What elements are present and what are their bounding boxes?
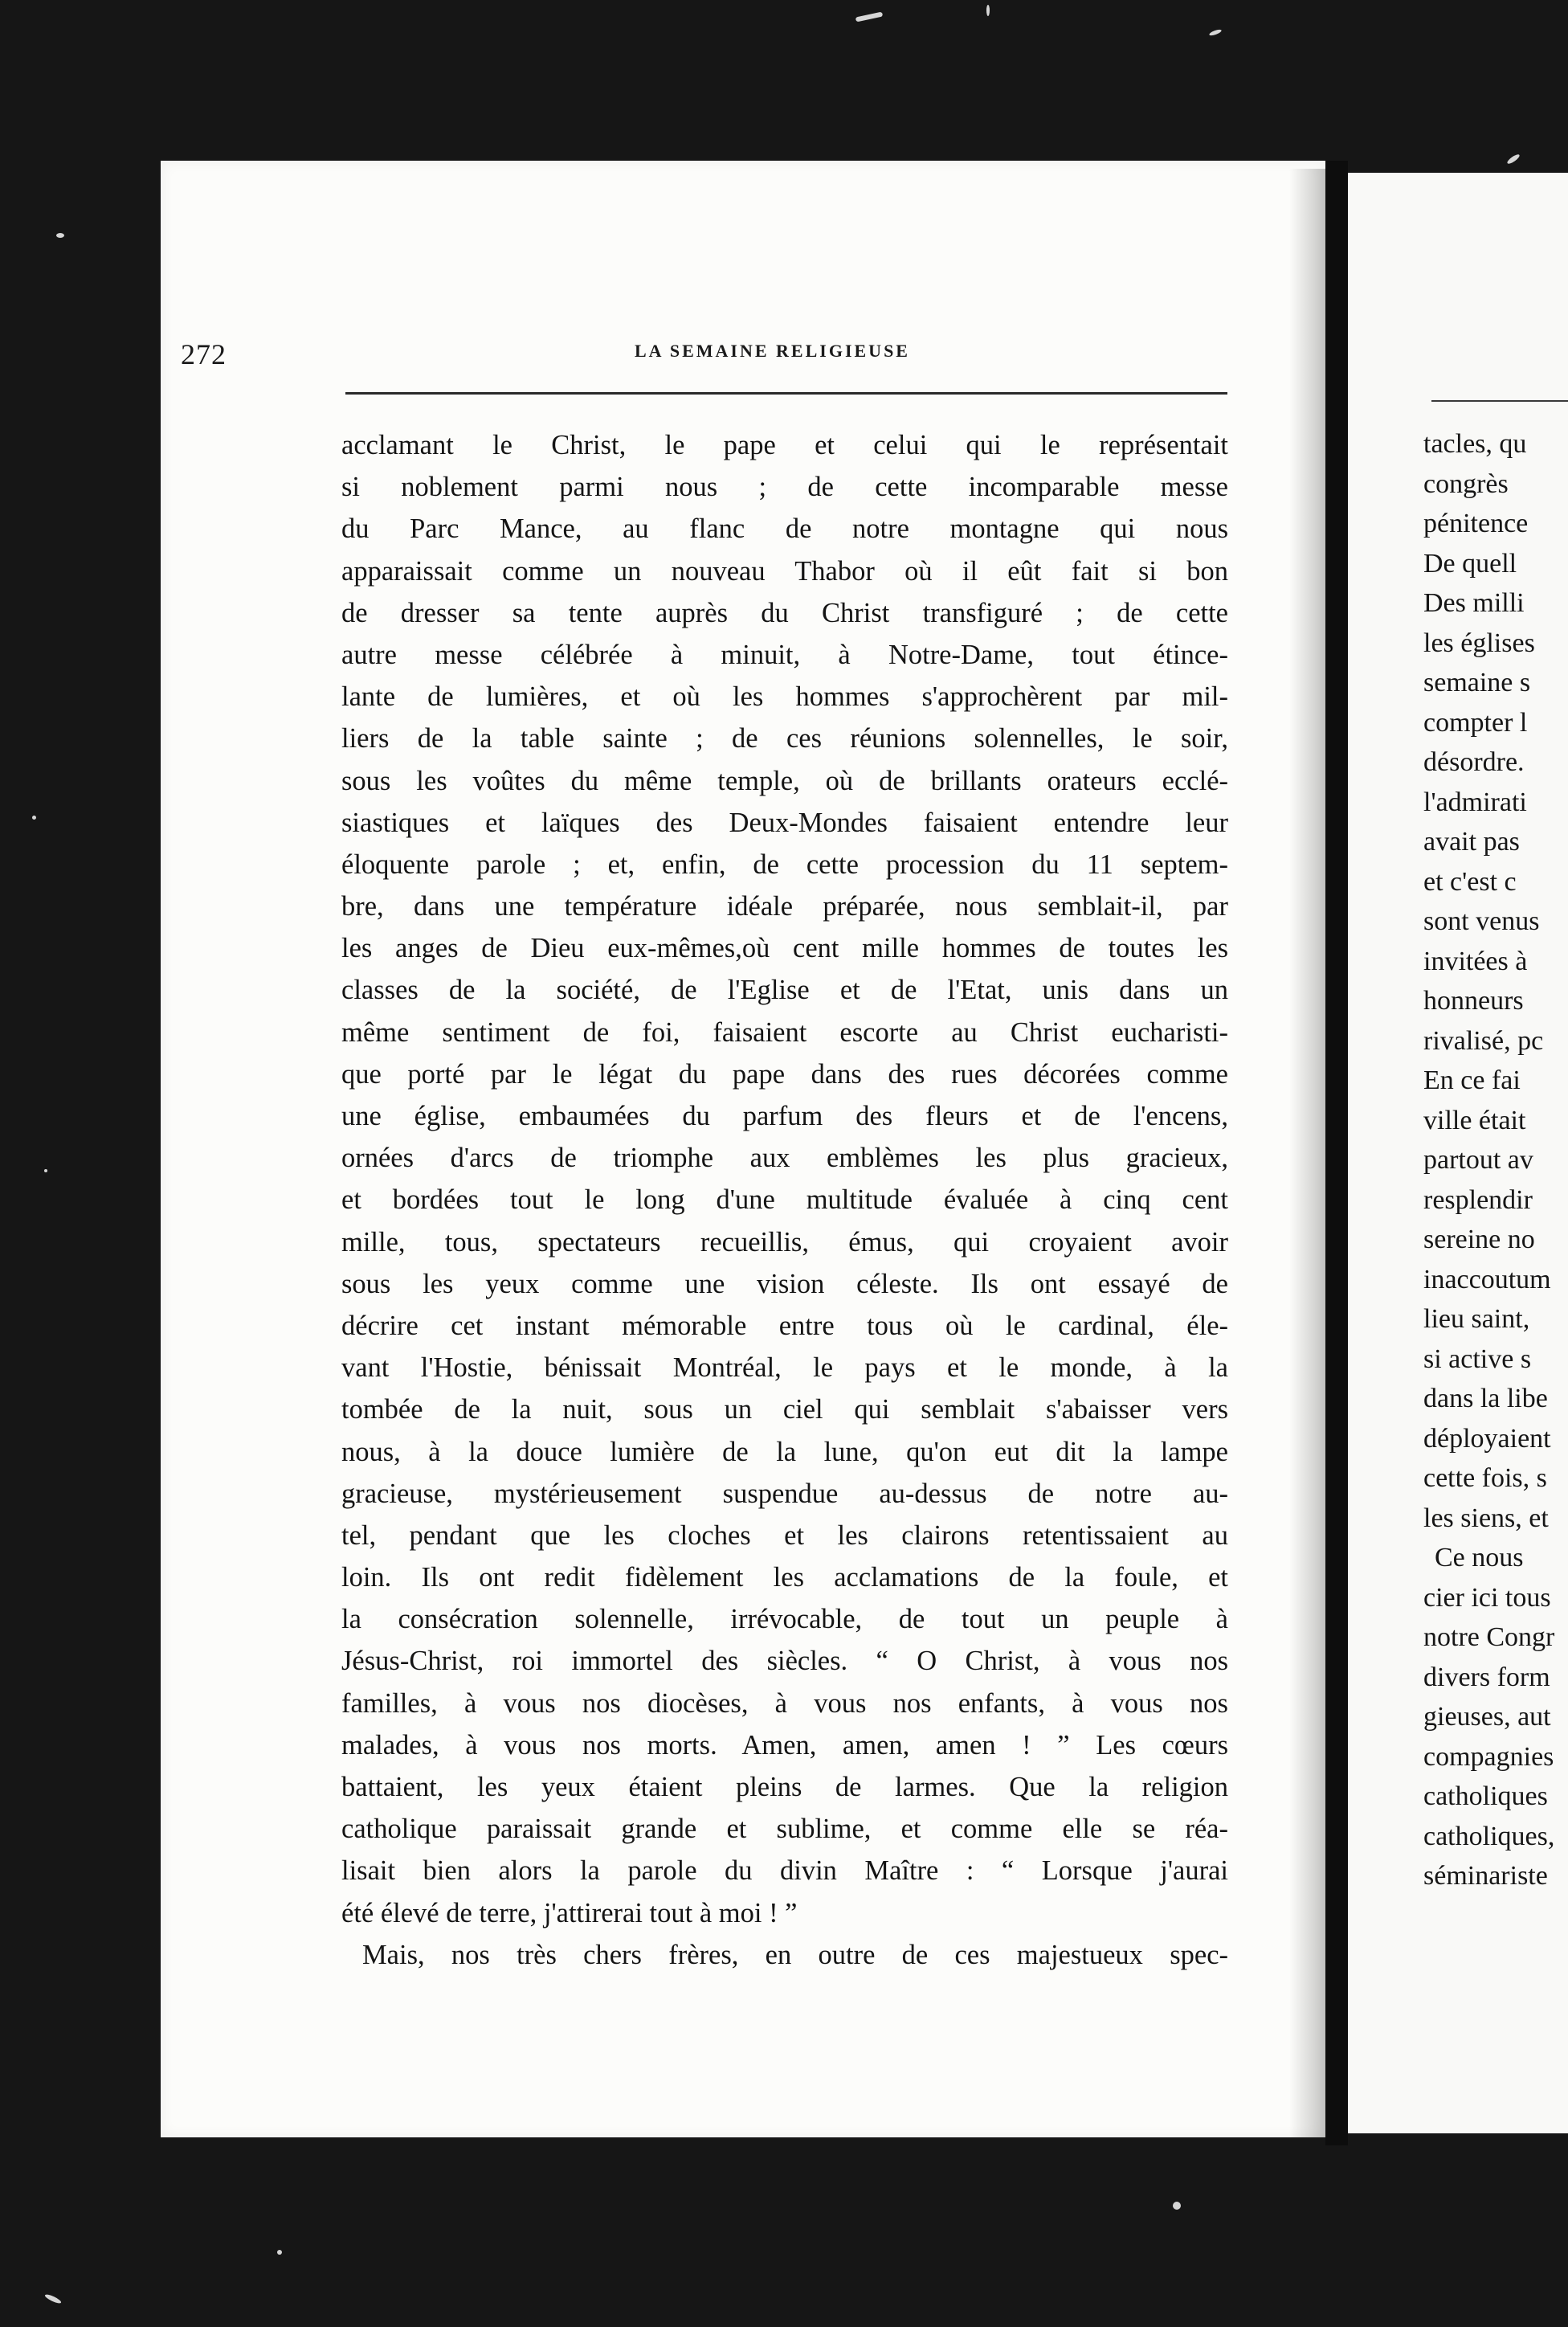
text-line: compagnies [1423, 1741, 1554, 1772]
text-line: gieuses, aut [1423, 1702, 1551, 1732]
text-line: pénitence [1423, 509, 1529, 538]
text-line: invitées à [1423, 946, 1528, 976]
text-line: les anges de Dieu eux-mêmes,où cent mille hommes de toutes les [341, 933, 1228, 964]
text-line: du Parc Mance, au flanc de notre montagne qui nous [341, 513, 1228, 545]
text-line: et c'est c [1423, 866, 1517, 897]
text-line: vant l'Hostie, bénissait Montréal, le pays et le monde, à la [341, 1352, 1228, 1384]
page-number: 272 [181, 338, 227, 370]
text-line: sous les yeux comme une vision céleste. Ils ont essayé de [341, 1268, 1228, 1299]
page-gap [1325, 161, 1348, 2145]
body-text [341, 424, 1228, 1976]
text-line: même sentiment de foi, faisaient escorte au Christ eucharisti- [341, 1016, 1228, 1048]
text-line: désordre. [1423, 747, 1525, 777]
text-line: si active s [1423, 1343, 1532, 1374]
text-line: sereine no [1423, 1225, 1535, 1254]
text-line: congrès [1423, 468, 1509, 499]
running-title: LA SEMAINE RELIGIEUSE [635, 341, 910, 361]
text-line: familles, à vous nos diocèses, à vous nos enfants, à vous nos [341, 1687, 1228, 1719]
text-line: catholique paraissait grande et sublime, et comme elle se réa- [341, 1814, 1228, 1845]
text-line: l'admirati [1423, 787, 1527, 817]
text-line: inaccoutum [1423, 1264, 1551, 1294]
text-line: siastiques et laïques des Deux-Mondes faisaient entendre leur [341, 807, 1228, 838]
text-line: sous les voûtes du même temple, où de brillants orateurs ecclé- [341, 765, 1228, 796]
text-line: tacles, qu [1423, 429, 1527, 459]
text-line: tel, pendant que les cloches et les clairons retentissaient au [341, 1519, 1228, 1551]
text-line: et bordées tout le long d'une multitude évaluée à cinq cent [341, 1184, 1228, 1216]
text-line: sont venus [1423, 906, 1540, 936]
text-line: que porté par le légat du pape dans des rues décorées comme [341, 1058, 1228, 1090]
text-line: cier ici tous [1423, 1582, 1551, 1613]
text-line: partout av [1423, 1145, 1533, 1175]
text-line: lante de lumières, et où les hommes s'approchèrent par mil- [341, 681, 1228, 713]
text-line: notre Congr [1423, 1622, 1555, 1652]
text-line: En ce fai [1423, 1065, 1521, 1095]
text-line: déployaient [1423, 1423, 1551, 1454]
right-header-rule [1431, 400, 1568, 402]
text-line: bre, dans une température idéale préparée, nous semblait-il, par [341, 891, 1228, 922]
text-line: dans la libe [1423, 1384, 1548, 1413]
text-line: cette fois, s [1423, 1463, 1547, 1493]
text-line: catholiques, [1423, 1821, 1555, 1851]
text-line: malades, à vous nos morts. Amen, amen, amen ! ” Les cœurs [341, 1729, 1228, 1761]
header-rule [345, 392, 1227, 395]
text-line: une église, embaumées du parfum des fleurs et de l'encens, [341, 1101, 1228, 1131]
text-line: honneurs [1423, 986, 1524, 1016]
text-line: compter l [1423, 707, 1528, 738]
text-line: rivalisé, pc [1423, 1025, 1544, 1056]
text-line: la consécration solennelle, irrévocable, de tout un peuple à [341, 1604, 1228, 1635]
text-line: de dresser sa tente auprès du Christ transfiguré ; de cette [341, 597, 1228, 628]
text-line: resplendir [1423, 1184, 1533, 1215]
text-line: Des milli [1423, 588, 1525, 618]
text-line: autre messe célébrée à minuit, à Notre-Dame, tout étince- [341, 639, 1228, 670]
text-line: classes de la société, de l'Eglise et de l'Etat, unis dans un [341, 975, 1228, 1006]
text-line: les églises [1423, 628, 1535, 658]
text-line: Mais, nos très chers frères, en outre de ces majestueux spec- [362, 1939, 1228, 1970]
text-line: lisait bien alors la parole du divin Maître : “ Lorsque j'aurai [341, 1855, 1228, 1887]
text-line: Ce nous [1435, 1543, 1524, 1572]
scan-dust [855, 12, 884, 22]
scan-dust [56, 233, 64, 238]
text-line: été élevé de terre, j'attirerai tout à moi ! ” [341, 1897, 798, 1928]
scan-dust [32, 816, 36, 820]
text-line: ville était [1423, 1105, 1526, 1135]
scan-dust [277, 2250, 282, 2255]
scan-dust [44, 1169, 47, 1172]
text-line: éloquente parole ; et, enfin, de cette procession du 11 septem- [341, 849, 1228, 880]
text-line: De quell [1423, 548, 1517, 579]
scan-dust [986, 5, 990, 16]
text-line: tombée de la nuit, sous un ciel qui semblait s'abaisser vers [341, 1394, 1228, 1425]
text-line: les siens, et [1423, 1503, 1549, 1533]
text-line: nous, à la douce lumière de la lune, qu'on eut dit la lampe [341, 1436, 1228, 1467]
text-line: séminariste [1423, 1861, 1548, 1891]
gutter-shadow [1289, 169, 1325, 2137]
scan-dust [1209, 28, 1223, 36]
scan-dust [1506, 153, 1521, 165]
text-line: semaine s [1423, 668, 1531, 697]
text-line: ornées d'arcs de triomphe aux emblèmes les plus gracieux, [341, 1143, 1228, 1174]
text-line: gracieuse, mystérieusement suspendue au-dessus de notre au- [341, 1478, 1228, 1509]
text-line: liers de la table sainte ; de ces réunions solennelles, le soir, [341, 723, 1228, 755]
text-line: lieu saint, [1423, 1304, 1530, 1334]
text-line: décrire cet instant mémorable entre tous où le cardinal, éle- [341, 1310, 1228, 1341]
right-page-text [1423, 424, 1568, 1896]
text-line: apparaissait comme un nouveau Thabor où il eût fait si bon [341, 555, 1228, 587]
text-line: mille, tous, spectateurs recueillis, émus, qui croyaient avoir [341, 1226, 1228, 1258]
scan-dust [1173, 2202, 1181, 2210]
text-line: loin. Ils ont redit fidèlement les acclamations de la foule, et [341, 1562, 1228, 1593]
scan-dust [44, 2293, 62, 2305]
text-line: avait pas [1423, 827, 1520, 857]
text-line: divers form [1423, 1662, 1550, 1692]
text-line: acclamant le Christ, le pape et celui qui le représentait [341, 430, 1228, 460]
text-line: Jésus-Christ, roi immortel des siècles. “ O Christ, à vous nos [341, 1646, 1228, 1677]
text-line: battaient, les yeux étaient pleins de larmes. Que la religion [341, 1772, 1228, 1802]
text-line: catholiques [1423, 1781, 1548, 1811]
text-line: si noblement parmi nous ; de cette incomparable messe [341, 472, 1228, 503]
